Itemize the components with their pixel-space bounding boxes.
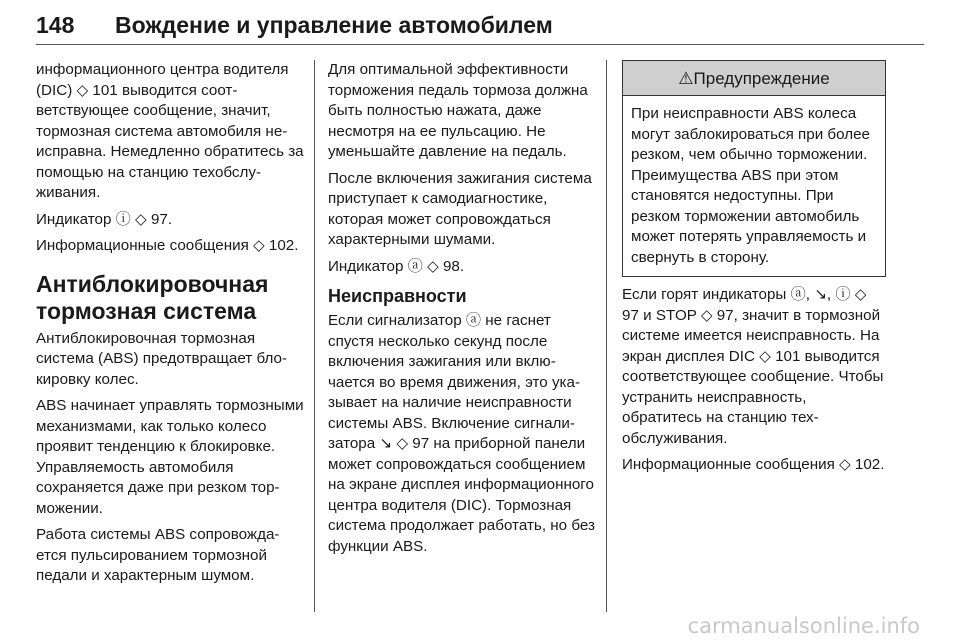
paragraph-abs-intro: Антиблокировочная тормозная система (ABS) предотвращает блокировку колес. xyxy=(36,329,288,388)
paragraph-abs-fault: Если сигнализатор ⓐ не гаснет спустя несколько секунд после включения зажигания или включается во время движения, это указывает на наличие неисправности системы ABS. Включение сигнализатора ↘ ◇ 97 на приборной панели может сопровождаться сообщением на экране дисплея информационного центра водителя (DIC). Тормозная система продолжает работать, но без функции ABS. xyxy=(328,312,595,555)
paragraph-self-diagnosis: После включения зажигания система приступает к самодиагностике, которая может сопровождаться характерными шумами. xyxy=(328,169,592,248)
page-header xyxy=(36,6,924,46)
paragraph-pedal-pressure: Для оптимальной эффективности торможения педаль тормоза должна быть полностью нажата, даже несмотря на ее пульсацию. Не уменьшайте давление на педаль. xyxy=(328,61,588,160)
paragraph-info-messages-ref-2: Информационные сообщения ◇ 102. xyxy=(622,456,885,473)
paragraph-indicator-ref: Индикатор ⓘ ◇ 97. xyxy=(36,210,173,228)
warning-title: ⚠Предупреждение xyxy=(623,61,885,96)
warning-text: При неисправности ABS колеса могут заблокироваться при более резком, чем обычно торможении. Преимущества ABS при этом становятся недоступны. При резком торможении автомобиль может потерять управляемость и свернуть в сторону. xyxy=(631,105,870,266)
paragraph-abs-pulsing: Работа системы ABS сопровождается пульсированием тормозной педали и характерным шумом. xyxy=(36,526,280,584)
paragraph-abs-indicator-ref: Индикатор ⓐ ◇ 98. xyxy=(328,257,465,275)
warning-box xyxy=(622,60,886,277)
column-divider-2 xyxy=(606,60,607,612)
text-column-2 xyxy=(328,60,596,563)
page-number: 148 xyxy=(36,12,75,38)
paragraph-brake-system-fault: Если горят индикаторы ⓐ, ↘, ⓘ ◇ 97 и STOP ◇ 97, значит в тормозной системе имеется неисправность. На экран дисплея DIC ◇ 101 выводится соответствующее сообщение. Чтобы устранить неисправность, обратитесь на станцию техобслуживания. xyxy=(622,286,884,447)
section-title-abs: Антиблокировочная тормозная система xyxy=(36,270,269,324)
site-watermark: carmanualsonline.info xyxy=(687,614,920,638)
column-divider-1 xyxy=(314,60,315,612)
paragraph-info-messages-ref: Информационные сообщения ◇ 102. xyxy=(36,237,299,254)
text-column-3 xyxy=(622,60,886,482)
paragraph-abs-control: ABS начинает управлять тормозными механизмами, как только колесо проявит тенденцию к блокировке. Управляемость автомобиля сохраняется даже при резком торможении. xyxy=(36,397,304,517)
text-column-1 xyxy=(36,60,304,593)
paragraph-dic-fault: информационного центра водителя (DIC) ◇ 101 выводится соответствующее сообщение, значит, тормозная система автомобиля неисправна. Немедленно обратитесь за помощью на станцию техобслуживания. xyxy=(36,61,304,201)
chapter-title: Вождение и управление автомобилем xyxy=(115,12,553,38)
subsection-title-faults: Неисправности xyxy=(328,286,467,306)
header-divider xyxy=(36,44,924,45)
